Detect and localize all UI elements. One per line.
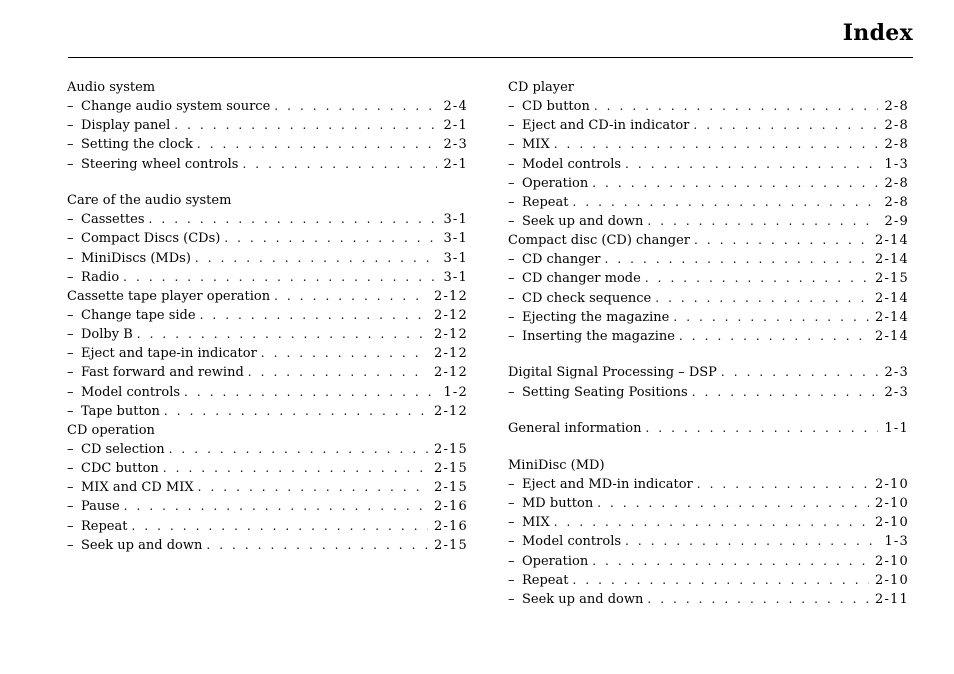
index-entry-text: Inserting the magazine <box>522 328 675 344</box>
subentry-dash: – <box>67 308 74 324</box>
index-subentry <box>67 249 468 268</box>
index-entry-label <box>508 78 578 97</box>
leader-dots <box>692 383 879 402</box>
page-reference: 2-15 <box>433 480 468 496</box>
index-subentry <box>67 325 468 344</box>
index-entry-label <box>508 419 645 438</box>
leader-dots <box>169 440 428 459</box>
subentry-dash: – <box>508 328 515 344</box>
leader-dots <box>592 552 869 571</box>
subentry-dash: – <box>508 213 515 229</box>
leader-dots <box>274 287 428 306</box>
index-entry-text: CD button <box>522 99 590 115</box>
index-subentry <box>67 459 468 478</box>
index-subentry <box>67 155 468 174</box>
index-entry-text: MiniDisc (MD) <box>508 457 605 473</box>
leader-dots <box>123 268 437 287</box>
page-reference: 2-14 <box>874 328 909 344</box>
index-entry-label <box>67 363 248 382</box>
page-reference: 2-3 <box>443 137 468 153</box>
index-entry-label <box>67 287 274 306</box>
index-entry-label <box>508 116 693 135</box>
index-entry-label <box>508 269 645 288</box>
index-entry-text: CD check sequence <box>522 290 652 306</box>
page-reference: 2-9 <box>884 213 909 229</box>
leader-dots <box>164 402 428 421</box>
index-subentry <box>67 135 468 154</box>
leader-dots <box>261 344 428 363</box>
index-subentry <box>508 289 909 308</box>
index-entry-text: CD changer mode <box>522 271 641 287</box>
subentry-dash: – <box>67 269 74 285</box>
index-entry-text: Pause <box>81 499 120 515</box>
index-subentry <box>67 497 468 516</box>
index-entry-text: Operation <box>522 553 589 569</box>
leader-dots <box>655 289 869 308</box>
index-entry-label <box>508 363 721 382</box>
leader-dots <box>645 419 878 438</box>
subentry-dash: – <box>508 309 515 325</box>
subentry-dash: – <box>67 250 74 266</box>
leader-dots <box>149 210 438 229</box>
leader-dots <box>673 308 869 327</box>
page-reference: 2-8 <box>884 194 909 210</box>
subentry-dash: – <box>67 365 74 381</box>
index-subentry <box>508 494 909 513</box>
index-subentry <box>508 383 909 402</box>
subentry-dash: – <box>508 496 515 512</box>
index-entry-text: MiniDiscs (MDs) <box>81 250 191 266</box>
index-entry-text: Model controls <box>522 534 622 550</box>
leader-dots <box>554 513 869 532</box>
subentry-dash: – <box>508 591 515 607</box>
page-reference: 2-10 <box>874 515 909 531</box>
page-reference: 2-1 <box>443 156 468 172</box>
index-entry-text: Cassette tape player operation <box>67 288 271 304</box>
subentry-dash: – <box>67 499 74 515</box>
leader-dots <box>198 478 428 497</box>
index-subentry <box>67 383 468 402</box>
index-entry-label <box>508 231 694 250</box>
index-subentry <box>67 363 468 382</box>
index-entry-label <box>508 494 597 513</box>
subentry-dash: – <box>508 156 515 172</box>
index-entry-text: Change audio system source <box>81 99 271 115</box>
index-entry-text: Dolby B <box>81 327 133 343</box>
page-reference: 2-11 <box>874 591 909 607</box>
index-entry-text: CDC button <box>81 461 159 477</box>
subentry-dash: – <box>67 480 74 496</box>
subentry-dash: – <box>508 99 515 115</box>
index-column-left <box>67 78 468 555</box>
index-entry-label <box>67 249 195 268</box>
leader-dots <box>248 363 428 382</box>
subentry-dash: – <box>508 118 515 134</box>
subentry-dash: – <box>67 537 74 553</box>
page-reference: 1-1 <box>884 421 909 437</box>
leader-dots <box>554 135 879 154</box>
page-reference: 2-8 <box>884 137 909 153</box>
index-entry-text: Radio <box>81 269 120 285</box>
page-reference: 2-15 <box>433 537 468 553</box>
index-entry-text: Ejecting the magazine <box>522 309 670 325</box>
header-rule <box>68 57 913 58</box>
page-reference: 2-14 <box>874 290 909 306</box>
page-reference: 2-16 <box>433 518 468 534</box>
index-entry-label <box>508 552 592 571</box>
subentry-dash: – <box>508 252 515 268</box>
leader-dots <box>197 135 438 154</box>
subentry-dash: – <box>67 118 74 134</box>
index-subentry <box>67 517 468 536</box>
index-entry-text: Setting Seating Positions <box>522 384 688 400</box>
leader-dots <box>163 459 428 478</box>
subentry-dash: – <box>508 290 515 306</box>
index-entry-text: Change tape side <box>81 308 196 324</box>
leader-dots <box>572 193 878 212</box>
index-entry-text: Fast forward and rewind <box>81 365 244 381</box>
index-entry-label <box>508 327 679 346</box>
index-subentry <box>67 97 468 116</box>
index-subentry <box>67 344 468 363</box>
index-entry-label <box>67 421 159 440</box>
index-entry-text: Setting the clock <box>81 137 193 153</box>
index-subentry <box>508 212 909 231</box>
index-subentry <box>67 268 468 287</box>
index-entry-text: Display panel <box>81 118 171 134</box>
index-entry-label <box>67 383 184 402</box>
leader-dots <box>131 517 428 536</box>
index-spacer <box>508 346 909 364</box>
index-entry-label <box>67 229 224 248</box>
leader-dots <box>647 212 878 231</box>
page-reference: 2-12 <box>433 308 468 324</box>
index-subentry <box>508 532 909 551</box>
index-entry-label <box>67 440 169 459</box>
leader-dots <box>647 590 869 609</box>
index-entry-label <box>67 78 159 97</box>
index-entry-label <box>508 193 572 212</box>
index-subentry <box>508 250 909 269</box>
leader-dots <box>572 571 869 590</box>
page-reference: 2-12 <box>433 327 468 343</box>
leader-dots <box>645 269 869 288</box>
index-entry-label <box>508 456 609 475</box>
page-reference: 2-15 <box>874 271 909 287</box>
page-title: Index <box>842 20 913 46</box>
page-reference: 2-10 <box>874 572 909 588</box>
index-entry <box>508 231 909 250</box>
subentry-dash: – <box>508 477 515 493</box>
page-reference: 2-15 <box>433 461 468 477</box>
leader-dots <box>597 494 869 513</box>
index-subentry <box>508 97 909 116</box>
page-reference: 2-16 <box>433 499 468 515</box>
index-spacer <box>67 174 468 192</box>
index-entry-text: CD selection <box>81 442 165 458</box>
index-entry-label <box>67 325 137 344</box>
subentry-dash: – <box>508 271 515 287</box>
leader-dots <box>679 327 869 346</box>
index-entry-text: Repeat <box>81 518 128 534</box>
subentry-dash: – <box>508 194 515 210</box>
leader-dots <box>195 249 438 268</box>
index-entry <box>508 419 909 438</box>
index-entry-label <box>508 308 673 327</box>
page-reference: 2-12 <box>433 288 468 304</box>
leader-dots <box>174 116 437 135</box>
index-entry-label <box>508 174 592 193</box>
page-reference: 3-1 <box>443 269 468 285</box>
index-entry-label <box>508 212 647 231</box>
index-entry-text: MD button <box>522 496 594 512</box>
index-entry-text: MIX <box>522 515 550 531</box>
index-entry-text: Model controls <box>81 384 181 400</box>
index-entry-label <box>67 135 197 154</box>
index-entry-label <box>508 590 647 609</box>
page-reference: 2-3 <box>884 384 909 400</box>
subentry-dash: – <box>67 442 74 458</box>
subentry-dash: – <box>67 137 74 153</box>
page-reference: 2-3 <box>884 365 909 381</box>
subentry-dash: – <box>67 327 74 343</box>
index-entry-text: Eject and tape-in indicator <box>81 346 257 362</box>
subentry-dash: – <box>67 384 74 400</box>
page-reference: 2-4 <box>443 99 468 115</box>
index-entry <box>508 456 909 475</box>
index-entry <box>67 78 468 97</box>
index-entry <box>508 78 909 97</box>
index-entry-text: Cassettes <box>81 212 145 228</box>
subentry-dash: – <box>508 515 515 531</box>
page-reference: 2-15 <box>433 442 468 458</box>
index-subentry <box>67 402 468 421</box>
index-entry-label <box>508 250 605 269</box>
index-subentry <box>67 478 468 497</box>
index-entry-label <box>508 97 594 116</box>
index-entry-text: MIX and CD MIX <box>81 480 194 496</box>
index-entry-text: Model controls <box>522 156 622 172</box>
index-spacer <box>508 438 909 456</box>
page-reference: 3-1 <box>443 212 468 228</box>
subentry-dash: – <box>508 384 515 400</box>
index-entry-text: Care of the audio system <box>67 193 232 209</box>
index-entry-text: Digital Signal Processing – DSP <box>508 365 717 381</box>
subentry-dash: – <box>508 553 515 569</box>
index-entry-label <box>508 155 625 174</box>
page-reference: 2-10 <box>874 553 909 569</box>
index-entry-label <box>508 571 572 590</box>
index-subentry <box>508 116 909 135</box>
leader-dots <box>693 116 878 135</box>
index-entry-label <box>508 532 625 551</box>
leader-dots <box>206 536 428 555</box>
index-entry <box>67 191 468 210</box>
index-subentry <box>508 193 909 212</box>
subentry-dash: – <box>508 534 515 550</box>
page-reference: 3-1 <box>443 250 468 266</box>
index-entry-label <box>67 497 124 516</box>
subentry-dash: – <box>67 461 74 477</box>
page-reference: 2-10 <box>874 477 909 493</box>
subentry-dash: – <box>67 212 74 228</box>
index-entry <box>67 421 468 440</box>
index-entry-label <box>67 116 174 135</box>
index-entry <box>67 287 468 306</box>
index-entry-text: Compact Discs (CDs) <box>81 231 221 247</box>
page-reference: 2-8 <box>884 118 909 134</box>
index-entry-text: Repeat <box>522 194 569 210</box>
page-reference: 2-12 <box>433 403 468 419</box>
index-entry-text: Seek up and down <box>522 591 644 607</box>
index-subentry <box>508 590 909 609</box>
subentry-dash: – <box>508 175 515 191</box>
index-subentry <box>508 155 909 174</box>
leader-dots <box>625 532 878 551</box>
page-reference: 2-8 <box>884 99 909 115</box>
index-entry <box>508 363 909 382</box>
page-reference: 1-3 <box>884 156 909 172</box>
page-reference: 1-3 <box>884 534 909 550</box>
leader-dots <box>274 97 437 116</box>
index-subentry <box>508 308 909 327</box>
index-entry-label <box>508 289 655 308</box>
index-entry-text: Repeat <box>522 572 569 588</box>
index-subentry <box>67 116 468 135</box>
index-subentry <box>508 135 909 154</box>
subentry-dash: – <box>67 403 74 419</box>
index-entry-label <box>67 155 242 174</box>
page-reference: 2-12 <box>433 346 468 362</box>
index-subentry <box>508 174 909 193</box>
page-reference: 2-8 <box>884 175 909 191</box>
index-subentry <box>508 552 909 571</box>
leader-dots <box>124 497 428 516</box>
index-entry-text: Eject and MD-in indicator <box>522 477 693 493</box>
index-subentry <box>508 513 909 532</box>
index-entry-text: Operation <box>522 175 589 191</box>
index-subentry <box>508 571 909 590</box>
leader-dots <box>721 363 879 382</box>
index-entry-text: Steering wheel controls <box>81 156 239 172</box>
index-entry-text: Seek up and down <box>522 213 644 229</box>
index-entry-text: CD changer <box>522 252 601 268</box>
subentry-dash: – <box>67 231 74 247</box>
leader-dots <box>242 155 437 174</box>
index-entry-label <box>67 536 206 555</box>
page-reference: 2-10 <box>874 496 909 512</box>
page-reference: 1-2 <box>443 384 468 400</box>
index-subentry <box>67 536 468 555</box>
index-entry-label <box>67 517 131 536</box>
index-entry-label <box>67 191 235 210</box>
index-entry-text: Seek up and down <box>81 537 203 553</box>
page-reference: 2-12 <box>433 365 468 381</box>
leader-dots <box>594 97 879 116</box>
page-reference: 2-14 <box>874 252 909 268</box>
page-reference: 2-14 <box>874 309 909 325</box>
index-entry-text: Eject and CD-in indicator <box>522 118 690 134</box>
page-reference: 2-1 <box>443 118 468 134</box>
index-entry-label <box>508 135 554 154</box>
index-subentry <box>67 440 468 459</box>
leader-dots <box>694 231 869 250</box>
leader-dots <box>184 383 437 402</box>
index-entry-text: Audio system <box>67 80 156 95</box>
subentry-dash: – <box>67 346 74 362</box>
index-entry-label <box>508 475 697 494</box>
leader-dots <box>625 155 878 174</box>
subentry-dash: – <box>508 572 515 588</box>
page-reference: 2-14 <box>874 233 909 249</box>
index-entry-label <box>67 210 149 229</box>
leader-dots <box>200 306 428 325</box>
index-entry-label <box>67 402 164 421</box>
index-entry-label <box>508 383 692 402</box>
index-entry-label <box>67 478 198 497</box>
index-subentry <box>67 306 468 325</box>
index-entry-text: Tape button <box>81 403 160 419</box>
leader-dots <box>592 174 878 193</box>
subentry-dash: – <box>67 518 74 534</box>
leader-dots <box>137 325 428 344</box>
index-subentry <box>67 229 468 248</box>
index-entry-label <box>67 268 123 287</box>
leader-dots <box>697 475 869 494</box>
index-entry-label <box>508 513 554 532</box>
index-entry-text: CD operation <box>67 422 155 438</box>
index-entry-text: General information <box>508 421 642 437</box>
index-entry-label <box>67 344 261 363</box>
leader-dots <box>224 229 437 248</box>
index-subentry <box>67 210 468 229</box>
index-entry-label <box>67 459 163 478</box>
index-entry-text: MIX <box>522 137 550 153</box>
index-subentry <box>508 475 909 494</box>
index-subentry <box>508 327 909 346</box>
leader-dots <box>605 250 869 269</box>
index-entry-label <box>67 306 200 325</box>
index-entry-label <box>67 97 274 116</box>
subentry-dash: – <box>67 99 74 115</box>
subentry-dash: – <box>67 156 74 172</box>
index-spacer <box>508 402 909 420</box>
index-subentry <box>508 269 909 288</box>
page-reference: 3-1 <box>443 231 468 247</box>
index-column-right <box>508 78 909 609</box>
subentry-dash: – <box>508 137 515 153</box>
index-entry-text: CD player <box>508 80 574 95</box>
index-entry-text: Compact disc (CD) changer <box>508 233 691 249</box>
